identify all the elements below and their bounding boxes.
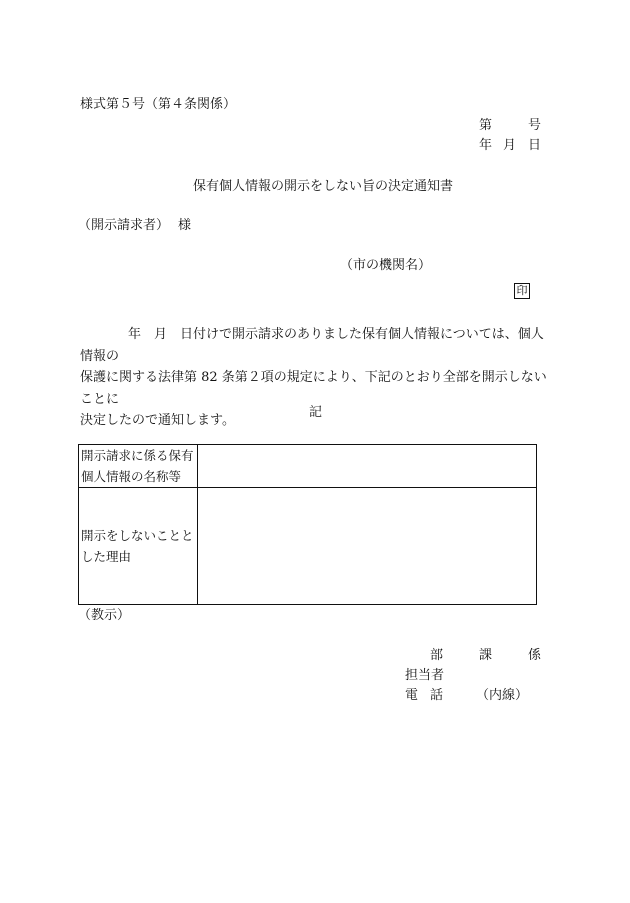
body-line-3: 決定したので通知します。 (80, 413, 235, 428)
row2-label-line-1: 開示をしないことと (81, 528, 194, 543)
contact-phone-label-1: 電 (405, 688, 419, 703)
contact-phone-label-2: 話 (430, 688, 444, 703)
date-day: 日 (528, 138, 542, 153)
contact-unit: 係 (528, 648, 542, 663)
contact-extension: （内線） (476, 688, 529, 703)
body-line-1 (80, 324, 556, 367)
row1-label (79, 445, 198, 488)
body-date-part: 年 月 日付けで (128, 327, 233, 342)
row1-label-line-2: 個人情報の名称等 (81, 469, 182, 484)
table-row (79, 488, 537, 605)
body-line-2: 保護に関する法律第 82 条第２項の規定により、下記のとおり全部を開示しないことに (80, 370, 547, 407)
issuer-name: （市の機関名） (340, 258, 432, 273)
contact-person-label: 担当者 (405, 668, 445, 683)
record-table (78, 444, 537, 605)
row2-label (79, 488, 198, 605)
addressee-honorific: 様 (178, 218, 192, 233)
row2-label-line-2: した理由 (81, 549, 132, 564)
row2-value (198, 488, 537, 605)
ki-heading: 記 (309, 405, 323, 420)
doc-number-prefix: 第 (479, 118, 493, 133)
seal-mark: 印 (514, 283, 530, 299)
table-row (79, 445, 537, 488)
row1-value (198, 445, 537, 488)
body-line-1-rest: 開示請求のありました保有個人情報については、個人情報の (80, 327, 544, 364)
contact-dept: 部 (430, 648, 444, 663)
form-number: 様式第５号（第４条関係） (80, 97, 237, 112)
doc-number-suffix: 号 (528, 118, 542, 133)
notice-label: （教示） (78, 608, 131, 623)
row1-label-line-1: 開示請求に係る保有 (81, 448, 194, 463)
contact-section: 課 (479, 648, 493, 663)
date-year: 年 (479, 138, 493, 153)
document-title: 保有個人情報の開示をしない旨の決定通知書 (193, 179, 454, 194)
addressee-name: （開示請求者） (78, 218, 170, 233)
date-month: 月 (503, 138, 517, 153)
